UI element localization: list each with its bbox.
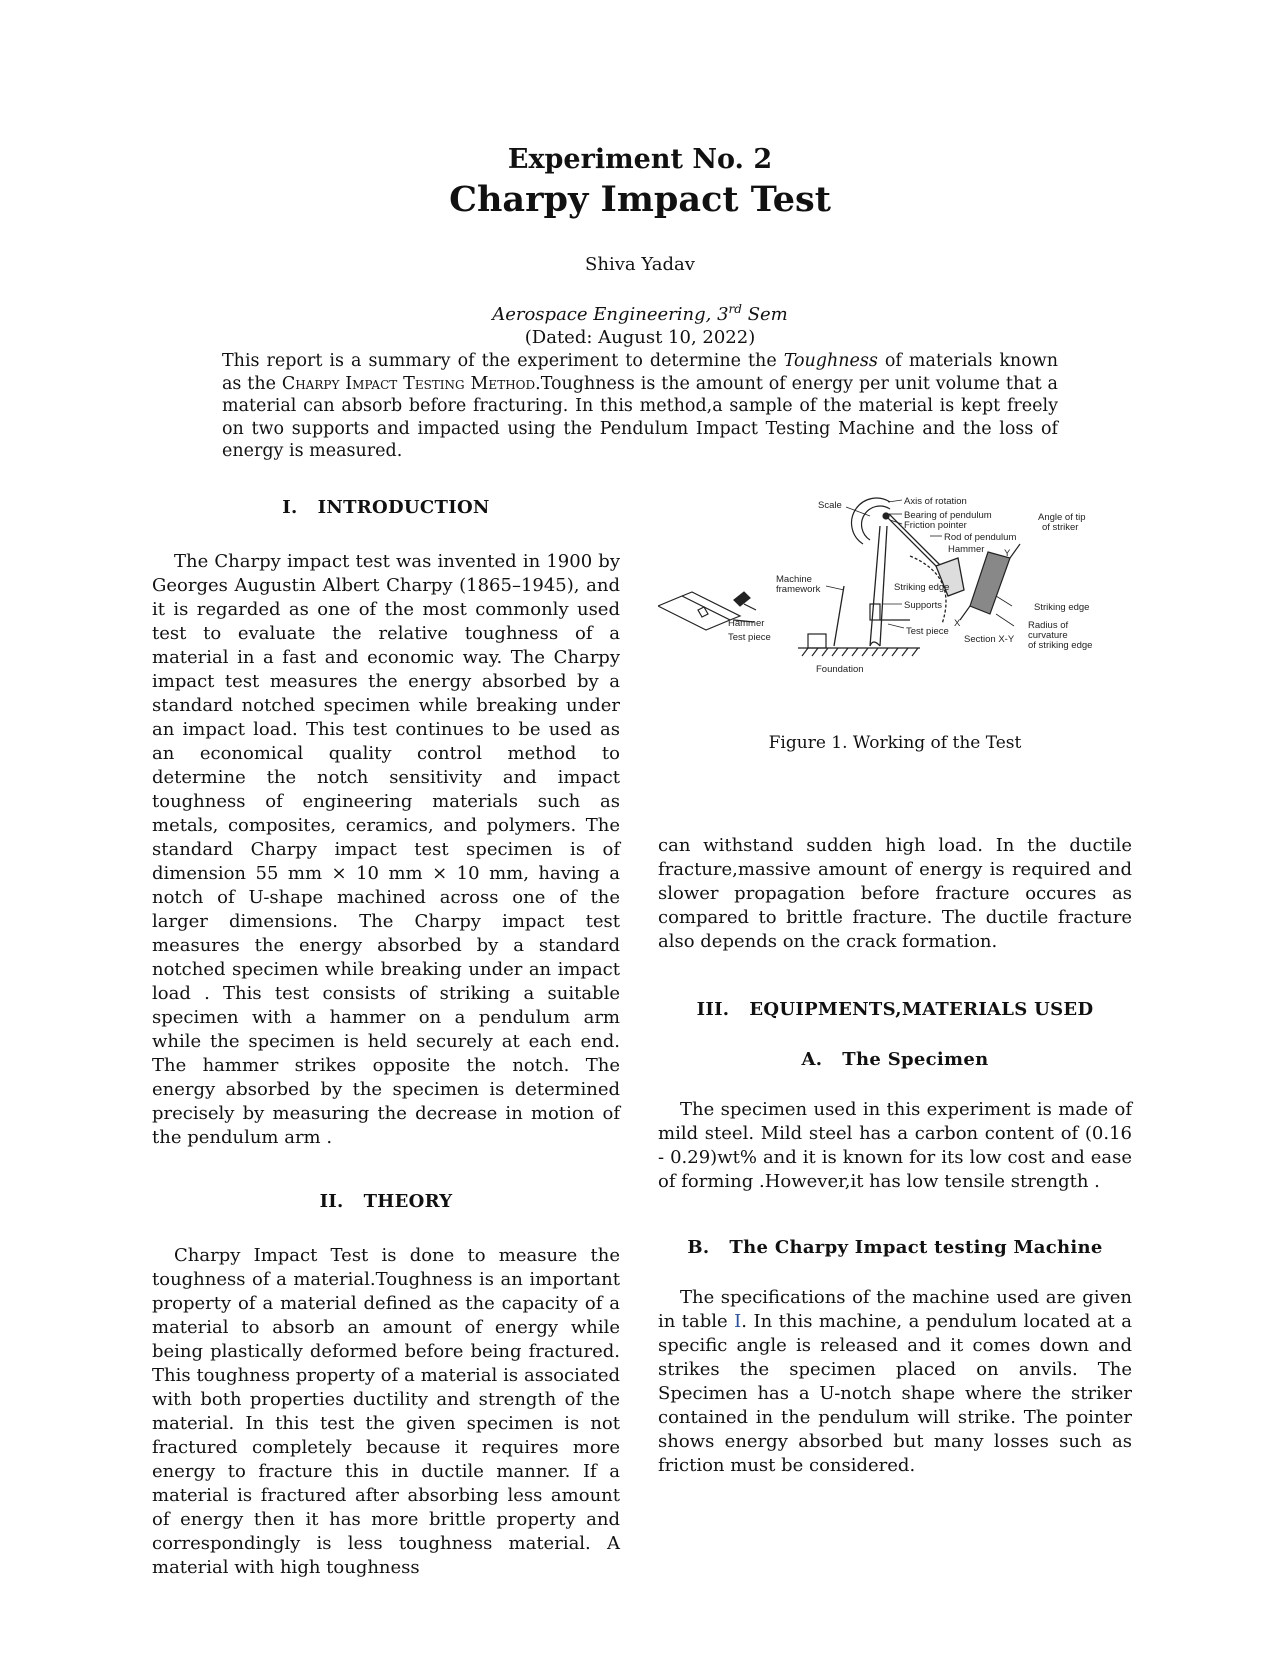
machine-paragraph [658, 1286, 1132, 1478]
label-hammer-left: Hammer [728, 618, 765, 629]
label-machine-1: Machine [776, 574, 812, 585]
machine-text-pre: The specifications of the machine used are given in table [658, 1287, 1132, 1332]
abstract-italic: Toughness [783, 351, 878, 371]
section-heading-equipments [658, 998, 1132, 1022]
label-radius-2: curvature [1028, 630, 1068, 641]
section-heading-theory [152, 1190, 620, 1214]
subsection-title: The Charpy Impact testing Machine [729, 1237, 1103, 1258]
introduction-paragraph: The Charpy impact test was invented in 1900 by Georges Augustin Albert Charpy (1865–1945), and it is regarded as one of the most commonly used test to evaluate the relative toughness of a material in a fast and economic way. The Charpy impact test measures the energy absorbed by a standard notched specimen while breaking under an impact load. This test continues to be used as an economical quality control method to determine the notch sensitivity and impact toughness of engineering materials such as metals, composites, ceramics, and polymers. The standard Charpy impact test specimen is of dimension 55 mm × 10 mm × 10 mm, having a notch of U-shape machined across one of the larger dimensions. The Charpy impact test measures the energy absorbed by a standard notched specimen while breaking under an impact load . This test consists of striking a suitable specimen with a hammer on a pendulum arm while the specimen is held securely at each end. The hammer strikes opposite the notch. The energy absorbed by the specimen is determined precisely by measuring the decrease in motion of the pendulum arm . [152, 551, 620, 1148]
label-x: X [954, 618, 961, 629]
foundation-block [798, 634, 920, 656]
paper-header [0, 143, 1280, 349]
label-test-piece-left: Test piece [728, 632, 771, 643]
label-bearing: Bearing of pendulum [904, 510, 992, 521]
striker-section [960, 544, 1020, 620]
affiliation [0, 297, 1280, 327]
section-number: II. [319, 1191, 344, 1212]
section-number: I. [282, 497, 298, 518]
figure-charpy-machine [658, 496, 1132, 718]
subsection-heading-specimen [658, 1048, 1132, 1072]
subsection-heading-machine [658, 1236, 1132, 1260]
theory-paragraph: Charpy Impact Test is done to measure the toughness of a material.Toughness is an important property of a material defined as the capacity of a material to absorb an amount of energy while being plastically deformed before being fractured. This toughness property of a material is associated with both properties ductility and strength of the material. In this test the given specimen is not fractured completely because it requires more energy to fracture this in ductile manner. If a material is fractured after absorbing less amount of energy then it has more brittle property and correspondingly is less toughness material. A material with high toughness [152, 1245, 620, 1578]
left-column [152, 496, 620, 1580]
label-supports: Supports [904, 600, 943, 611]
section-title: INTRODUCTION [317, 497, 490, 518]
section-heading-introduction [152, 496, 620, 520]
label-foundation: Foundation [816, 664, 864, 675]
author-name: Shiva Yadav [585, 254, 695, 275]
label-striking-edge-mid: Striking edge [894, 582, 950, 593]
abstract-part3: .Toughness is the amount of energy per unit volume that a material can absorb before fracturing. In this method,a sample of the material is kept freely on two supports and impacted using the Pendulum Impact Testing Machine and the loss of energy is measured. [222, 373, 1058, 461]
label-section: Section X-Y [964, 634, 1015, 645]
subsection-title: The Specimen [842, 1049, 989, 1070]
subsection-number: A. [801, 1049, 823, 1070]
label-angle-1: Angle of tip [1038, 512, 1086, 523]
label-test-piece-mid: Test piece [906, 626, 949, 637]
machine-frame [834, 526, 887, 646]
figure-caption: Figure 1. Working of the Test [768, 733, 1022, 753]
label-rod: Rod of pendulum [944, 532, 1017, 543]
abstract [222, 350, 1058, 463]
section-title: THEORY [363, 1191, 453, 1212]
label-axis-rotation: Axis of rotation [904, 496, 967, 507]
affiliation-superscript: rd [728, 302, 742, 316]
machine-text-post: . In this machine, a pendulum located at a specific angle is released and it comes down and strikes the specimen placed on anvils. The Specimen has a U-notch shape where the striker contained in the pendulum will strike. The pointer shows energy absorbed but many losses such as friction must be considered. [658, 1311, 1132, 1476]
experiment-number: Experiment No. 2 [507, 144, 773, 175]
section-title: EQUIPMENTS,MATERIALS USED [749, 999, 1094, 1020]
label-striking-edge-right: Striking edge [1034, 602, 1090, 613]
label-friction-pointer: Friction pointer [904, 520, 967, 531]
label-radius-1: Radius of [1028, 620, 1069, 631]
scale-arc [852, 498, 890, 544]
label-y: Y [1004, 548, 1011, 559]
paper-title: Charpy Impact Test [449, 179, 831, 220]
right-column [658, 834, 1132, 1478]
specimen-paragraph: The specimen used in this experiment is made of mild steel. Mild steel has a carbon content of (0.16 - 0.29)wt% and it is known for its low cost and ease of forming .However,it has low tensile strength . [658, 1099, 1132, 1192]
affiliation-prefix: Aerospace Engineering, 3 [492, 304, 729, 325]
abstract-part2: of materials known as the [222, 351, 1058, 394]
abstract-smallcaps: Charpy Impact Testing Method [281, 373, 536, 394]
label-scale: Scale [818, 500, 842, 511]
abstract-part1: This report is a summary of the experiment to determine the [222, 351, 784, 371]
date-line: (Dated: August 10, 2022) [524, 327, 756, 348]
table-reference-link[interactable]: I [734, 1311, 742, 1332]
subsection-number: B. [687, 1237, 710, 1258]
section-number: III. [696, 999, 730, 1020]
theory-continued-paragraph: can withstand sudden high load. In the ductile fracture,massive amount of energy is required and slower propagation before fracture occures as compared to brittle fracture. The ductile fracture also depends on the crack formation. [658, 835, 1132, 952]
label-machine-2: framework [776, 584, 821, 595]
affiliation-suffix: Sem [747, 304, 788, 325]
label-angle-2: of striker [1042, 522, 1079, 533]
label-hammer-top: Hammer [948, 544, 985, 555]
charpy-machine-diagram [658, 496, 1132, 718]
label-radius-3: of striking edge [1028, 640, 1093, 651]
